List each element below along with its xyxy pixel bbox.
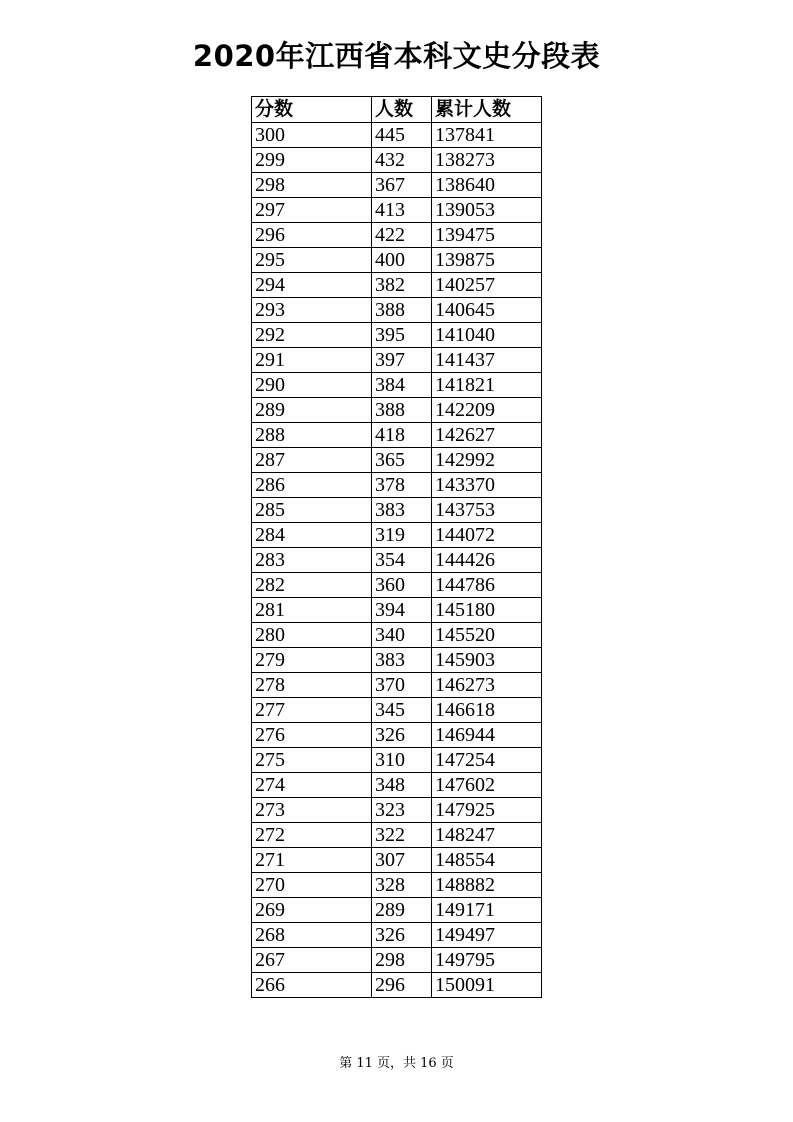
table-row [252,473,542,498]
score-cell: 283 [252,548,372,573]
count-cell: 378 [372,473,432,498]
count-cell: 400 [372,248,432,273]
score-cell: 285 [252,498,372,523]
count-cell: 322 [372,823,432,848]
cumulative-count-cell: 144072 [432,523,542,548]
count-cell: 365 [372,448,432,473]
count-cell: 354 [372,548,432,573]
cumulative-count-cell: 141821 [432,373,542,398]
page-title: 2020年江西省本科文史分段表 [192,39,601,73]
cumulative-count-cell: 138273 [432,148,542,173]
score-cell: 266 [252,973,372,998]
table-header [252,97,542,123]
count-cell: 340 [372,623,432,648]
count-cell: 395 [372,323,432,348]
count-cell: 367 [372,173,432,198]
score-cell: 290 [252,373,372,398]
table-row [252,623,542,648]
cumulative-count-cell: 149795 [432,948,542,973]
cumulative-count-cell: 147254 [432,748,542,773]
cumulative-count-cell: 150091 [432,973,542,998]
cumulative-count-cell: 145903 [432,648,542,673]
count-cell: 360 [372,573,432,598]
table-row [252,648,542,673]
table-row [252,873,542,898]
count-cell: 348 [372,773,432,798]
count-cell: 326 [372,723,432,748]
count-cell: 383 [372,648,432,673]
table-row [252,423,542,448]
cumulative-count-cell: 146618 [432,698,542,723]
count-cell: 289 [372,898,432,923]
table-row [252,798,542,823]
score-cell: 294 [252,273,372,298]
count-cell: 326 [372,923,432,948]
score-cell: 286 [252,473,372,498]
table-row [252,273,542,298]
score-cell: 298 [252,173,372,198]
cumulative-count-cell: 149497 [432,923,542,948]
score-distribution-table [251,96,542,998]
cumulative-count-cell: 140257 [432,273,542,298]
cumulative-count-cell: 143753 [432,498,542,523]
table-row [252,448,542,473]
score-cell: 272 [252,823,372,848]
score-cell: 273 [252,798,372,823]
score-cell: 282 [252,573,372,598]
count-cell: 397 [372,348,432,373]
table-row [252,823,542,848]
count-cell: 370 [372,673,432,698]
count-cell: 310 [372,748,432,773]
page-footer: 第 11 页，共 16 页 [339,1056,454,1071]
score-cell: 275 [252,748,372,773]
table-row [252,398,542,423]
count-cell: 388 [372,298,432,323]
table-row [252,973,542,998]
count-cell: 323 [372,798,432,823]
cumulative-count-cell: 148882 [432,873,542,898]
cumulative-count-cell: 138640 [432,173,542,198]
table-row [252,248,542,273]
cumulative-count-cell: 144426 [432,548,542,573]
score-cell: 297 [252,198,372,223]
score-cell: 274 [252,773,372,798]
cumulative-count-cell: 139053 [432,198,542,223]
score-cell: 289 [252,398,372,423]
count-cell: 418 [372,423,432,448]
cumulative-count-cell: 140645 [432,298,542,323]
table-row [252,498,542,523]
score-cell: 296 [252,223,372,248]
column-header-score: 分数 [252,97,372,123]
table-row [252,523,542,548]
cumulative-count-cell: 149171 [432,898,542,923]
score-cell: 276 [252,723,372,748]
cumulative-count-cell: 148554 [432,848,542,873]
score-cell: 277 [252,698,372,723]
column-header-count: 人数 [372,97,432,123]
score-cell: 280 [252,623,372,648]
score-cell: 291 [252,348,372,373]
table-row [252,348,542,373]
table-row [252,673,542,698]
score-cell: 267 [252,948,372,973]
cumulative-count-cell: 141040 [432,323,542,348]
table-row [252,173,542,198]
score-cell: 295 [252,248,372,273]
cumulative-count-cell: 142627 [432,423,542,448]
cumulative-count-cell: 145180 [432,598,542,623]
count-cell: 394 [372,598,432,623]
count-cell: 298 [372,948,432,973]
cumulative-count-cell: 148247 [432,823,542,848]
table-row [252,923,542,948]
table-row [252,548,542,573]
table-row [252,898,542,923]
table-row [252,723,542,748]
count-cell: 319 [372,523,432,548]
count-cell: 413 [372,198,432,223]
table-header-row [252,97,542,123]
cumulative-count-cell: 145520 [432,623,542,648]
count-cell: 296 [372,973,432,998]
count-cell: 307 [372,848,432,873]
table-row [252,773,542,798]
count-cell: 328 [372,873,432,898]
table-row [252,148,542,173]
score-cell: 293 [252,298,372,323]
table-row [252,848,542,873]
cumulative-count-cell: 139475 [432,223,542,248]
table-row [252,948,542,973]
score-cell: 292 [252,323,372,348]
column-header-cumulative: 累计人数 [432,97,542,123]
count-cell: 432 [372,148,432,173]
score-cell: 299 [252,148,372,173]
table-row [252,573,542,598]
cumulative-count-cell: 144786 [432,573,542,598]
table-row [252,123,542,148]
count-cell: 388 [372,398,432,423]
cumulative-count-cell: 142992 [432,448,542,473]
count-cell: 422 [372,223,432,248]
score-cell: 300 [252,123,372,148]
table-row [252,748,542,773]
score-cell: 278 [252,673,372,698]
count-cell: 345 [372,698,432,723]
cumulative-count-cell: 142209 [432,398,542,423]
table-row [252,323,542,348]
score-cell: 279 [252,648,372,673]
table-row [252,373,542,398]
count-cell: 445 [372,123,432,148]
cumulative-count-cell: 147602 [432,773,542,798]
count-cell: 382 [372,273,432,298]
cumulative-count-cell: 139875 [432,248,542,273]
cumulative-count-cell: 137841 [432,123,542,148]
table-body [252,123,542,998]
table-row [252,223,542,248]
score-cell: 284 [252,523,372,548]
table-row [252,198,542,223]
score-cell: 269 [252,898,372,923]
cumulative-count-cell: 141437 [432,348,542,373]
score-cell: 268 [252,923,372,948]
score-cell: 271 [252,848,372,873]
cumulative-count-cell: 147925 [432,798,542,823]
score-cell: 270 [252,873,372,898]
cumulative-count-cell: 146273 [432,673,542,698]
table-row [252,698,542,723]
score-cell: 281 [252,598,372,623]
table-row [252,598,542,623]
score-cell: 287 [252,448,372,473]
cumulative-count-cell: 143370 [432,473,542,498]
cumulative-count-cell: 146944 [432,723,542,748]
table-row [252,298,542,323]
score-cell: 288 [252,423,372,448]
count-cell: 384 [372,373,432,398]
count-cell: 383 [372,498,432,523]
